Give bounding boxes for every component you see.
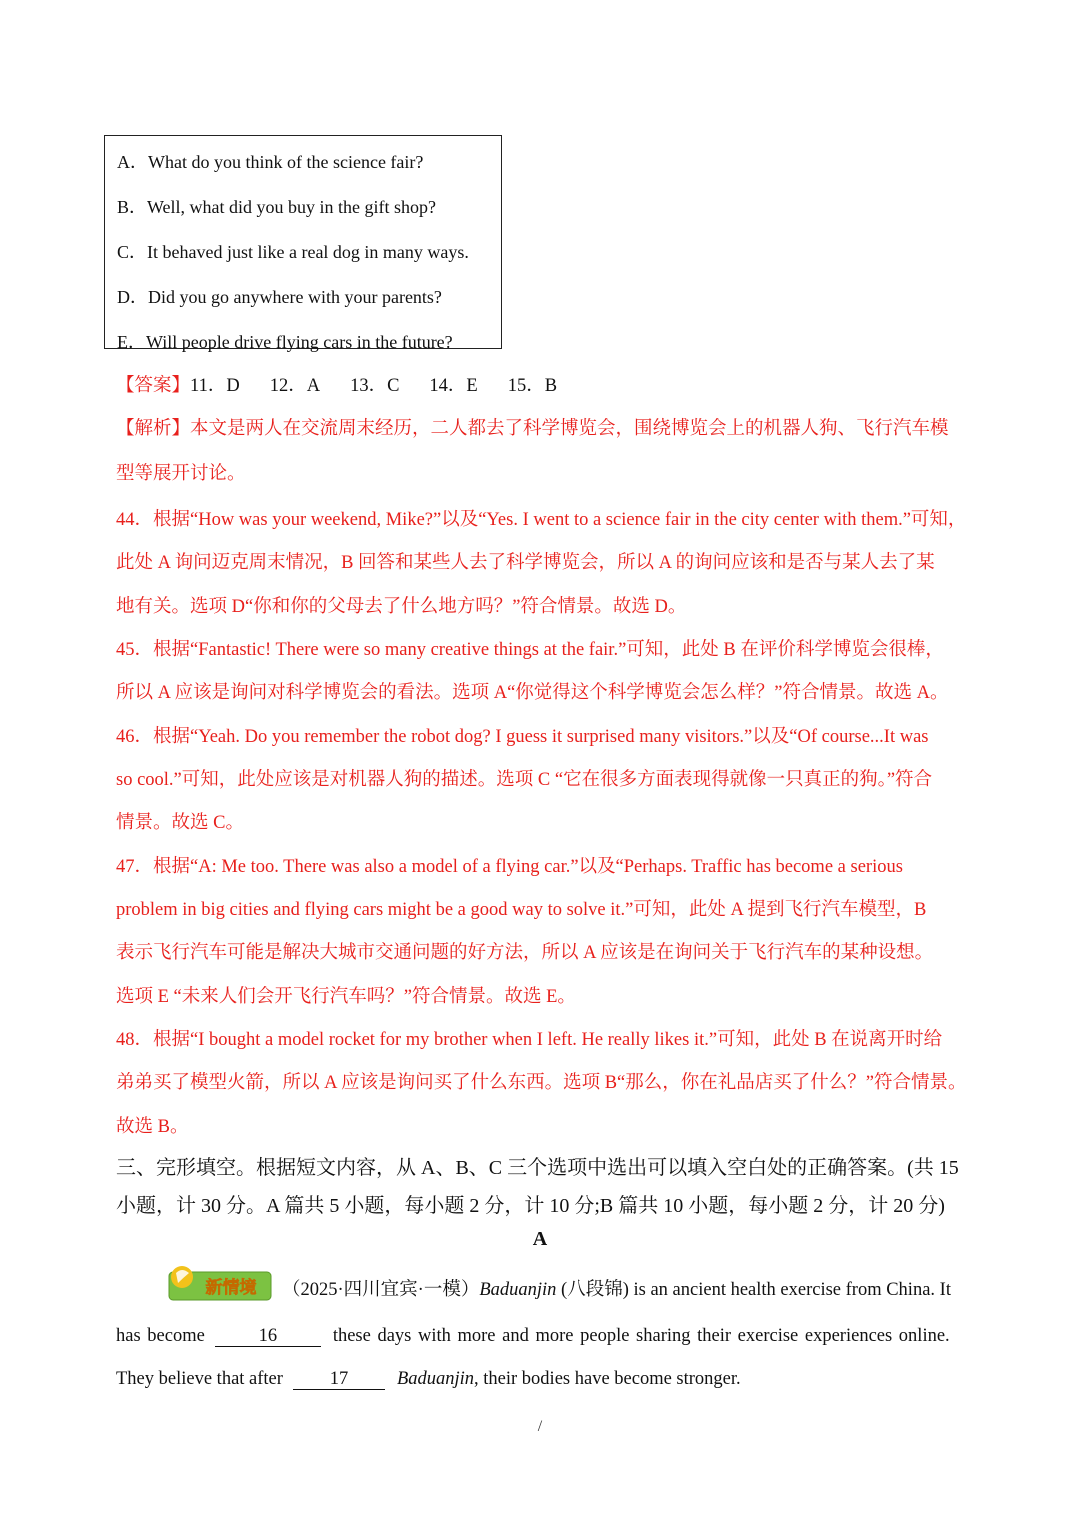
explanation-line: 故选 B。: [116, 1117, 189, 1137]
part-title: A: [532, 1228, 548, 1250]
passage-line-3: [116, 1369, 741, 1390]
explanation-line: 弟弟买了模型火箭，所以 A 应该是询问买了什么东西。选项 B“那么，你在礼品店买了什么？”符合情景。: [116, 1073, 967, 1093]
explanation-line: 46．根据“Yeah. Do you remember the robot dog? I guess it surprised many visitors.”以及“Of course...It was: [116, 727, 929, 747]
analysis-line-1: [116, 414, 949, 440]
explanation-line: 情景。故选 C。: [116, 813, 244, 833]
passage-text: these days with more and more people sharing their exercise experiences online.: [332, 1326, 950, 1346]
passage-text: (八段锦) is an ancient health exercise from China. It: [556, 1280, 951, 1300]
section-heading-line-1: 三、完形填空。根据短文内容，从 A、B、C 三个选项中选出可以填入空白处的正确答案。(共 15: [116, 1157, 959, 1179]
answer-item: 14．E: [429, 376, 478, 396]
blank-17[interactable]: 17: [293, 1369, 385, 1390]
explanation-line: 所以 A 应该是询问对科学博览会的看法。选项 A“你觉得这个科学博览会怎么样？”符合情景。故选 A。: [116, 683, 949, 703]
option-d: D．Did you go anywhere with your parents?: [117, 287, 442, 307]
passage-line-2: [116, 1326, 950, 1347]
explanation-line: 44．根据“How was your weekend, Mike?”以及“Yes. I went to a science fair in the city center with them.”可知，: [116, 510, 967, 530]
page-footer: /: [537, 1418, 543, 1435]
analysis-line-2: 型等展开讨论。: [116, 464, 246, 484]
option-b: B．Well, what did you buy in the gift shop?: [117, 197, 437, 217]
explanation-line: so cool.”可知，此处应该是对机器人狗的描述。选项 C “它在很多方面表现得就像一只真正的狗。”符合: [116, 770, 933, 790]
passage-text: They believe that after: [116, 1369, 283, 1389]
section-heading-line-2: 小题，计 30 分。A 篇共 5 小题，每小题 2 分，计 10 分;B 篇共 10 小题，每小题 2 分，计 20 分): [116, 1195, 945, 1217]
explanation-line: problem in big cities and flying cars might be a good way to solve it.”可知，此处 A 提到飞行汽车模型，B: [116, 900, 927, 920]
answer-item: 12．A: [269, 376, 321, 396]
analysis-text: 本文是两人在交流周末经历，二人都去了科学博览会，围绕博览会上的机器人狗、飞行汽车模: [190, 419, 949, 439]
explanation-line: 47．根据“A: Me too. There was also a model of a flying car.”以及“Perhaps. Traffic has become a serious: [116, 857, 903, 877]
explanation-line: 表示飞行汽车可能是解决大城市交通问题的好方法，所以 A 应该是在询问关于飞行汽车的某种设想。: [116, 943, 934, 963]
passage-term: Baduanjin: [396, 1369, 475, 1389]
passage-text: , their bodies have become stronger.: [474, 1369, 741, 1389]
explanation-line: 48．根据“I bought a model rocket for my brother when I left. He really likes it.”可知，此处 B 在说离开时给: [116, 1030, 943, 1050]
passage-text: has become: [116, 1326, 205, 1346]
passage-source: （2025·四川宜宾·一模）: [282, 1280, 480, 1300]
answer-item: 13．C: [350, 376, 400, 396]
analysis-label: 【解析】: [116, 419, 191, 439]
explanation-line: 选项 E “未来人们会开飞行汽车吗？”符合情景。故选 E。: [116, 987, 576, 1007]
explanation-line: 地有关。选项 D“你和你的父母去了什么地方吗？”符合情景。故选 D。: [116, 597, 687, 617]
option-a: A．What do you think of the science fair?: [117, 152, 424, 172]
answer-item: 11．D: [190, 376, 240, 396]
new-context-badge: [166, 1264, 274, 1304]
explanation-line: 45．根据“Fantastic! There were so many creative things at the fair.”可知，此处 B 在评价科学博览会很棒，: [116, 640, 944, 660]
passage-term: Baduanjin: [479, 1280, 557, 1300]
badge-label: 新情境: [205, 1278, 257, 1298]
passage-line-1: [282, 1275, 951, 1301]
blank-16[interactable]: 16: [215, 1326, 321, 1347]
answer-label: 【答案】: [116, 376, 191, 396]
answer-row: [116, 371, 587, 397]
explanation-line: 此处 A 询问迈克周末情况，B 回答和某些人去了科学博览会，所以 A 的询问应该和是否与某人去了某: [116, 553, 935, 573]
options-box: [104, 135, 502, 352]
option-e: E．Will people drive flying cars in the future?: [117, 332, 453, 352]
option-c: C．It behaved just like a real dog in many ways.: [117, 242, 469, 262]
answer-item: 15．B: [507, 376, 558, 396]
